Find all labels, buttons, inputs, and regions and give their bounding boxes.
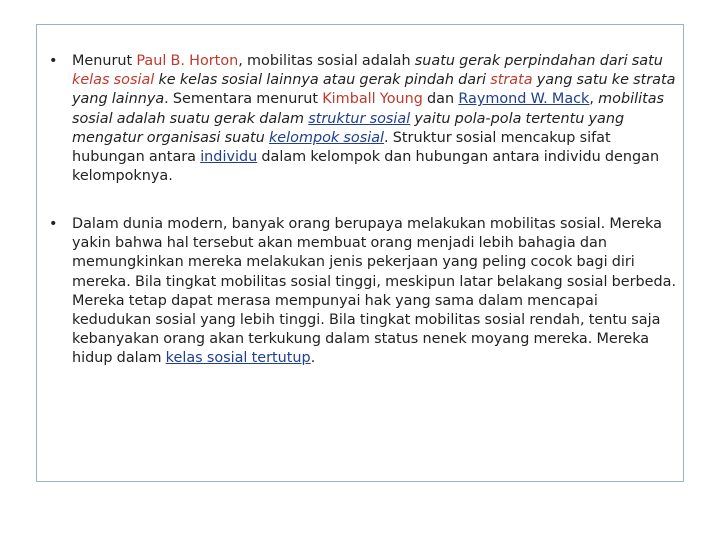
text-segment: . Sementara menurut (164, 91, 323, 108)
text-segment: dalam kelompok dan hubungan antara individu dengan kelompoknya. (72, 149, 660, 185)
bullet-text (72, 215, 680, 369)
content-box (36, 24, 684, 482)
link-individu[interactable]: individu (200, 149, 258, 166)
person-name-horton: Paul B. Horton (136, 53, 239, 69)
text-segment: Dalam dunia modern, banyak orang berupaya melakukan mobilitas sosial. Mereka yakin bahwa hal tersebut akan membuat orang menjadi lebih bahagia dan memungkinkan mereka melakukan jenis pekerjaan yang peling cocok bagi diri mereka. Bila tingkat mobilitas sosial tinggi, meskipun latar belakang sosial berbeda. Mereka tetap dapat merasa mempunyai hak yang sama dalam mencapai kedudukan sosial yang lebih tinggi. Bila tingkat mobilitas sosial rendah, tentu saja kebanyakan orang akan terkukung dalam status nenek moyang mereka. Mereka hidup dalam (72, 216, 677, 367)
link-raymond-mack[interactable]: Raymond W. Mack (458, 91, 590, 108)
term-kelas-sosial: kelas sosial (72, 72, 155, 89)
text-segment: . (310, 350, 316, 367)
text-segment: , mobilitas sosial adalah (238, 53, 415, 69)
link-kelompok-sosial[interactable]: kelompok sosial (268, 129, 385, 146)
link-struktur-sosial[interactable]: struktur sosial (308, 110, 411, 127)
text-segment: . Struktur sosial mencakup sifat hubungan antara (72, 129, 611, 166)
definition-segment: suatu gerak perpindahan dari satu (414, 53, 663, 69)
term-strata: strata (490, 72, 533, 89)
text-segment: Menurut (72, 53, 137, 69)
definition-segment: yang satu ke strata yang lainnya (72, 72, 676, 108)
bullet-text (72, 52, 680, 186)
definition-segment: yaitu pola-pola tertentu yang mengatur organisasi suatu (72, 110, 625, 146)
bullet-icon: • (49, 53, 58, 69)
link-kelas-sosial-tertutup[interactable]: kelas sosial tertutup (165, 350, 311, 367)
text-segment: , (589, 91, 599, 108)
person-name-young: Kimball Young (322, 91, 423, 108)
bullet-icon: • (49, 216, 58, 232)
text-segment: dan (422, 91, 459, 108)
definition-segment: ke kelas sosial lainnya atau gerak pindah dari (154, 72, 491, 89)
definition-segment: mobilitas sosial adalah suatu gerak dalam (72, 91, 665, 127)
